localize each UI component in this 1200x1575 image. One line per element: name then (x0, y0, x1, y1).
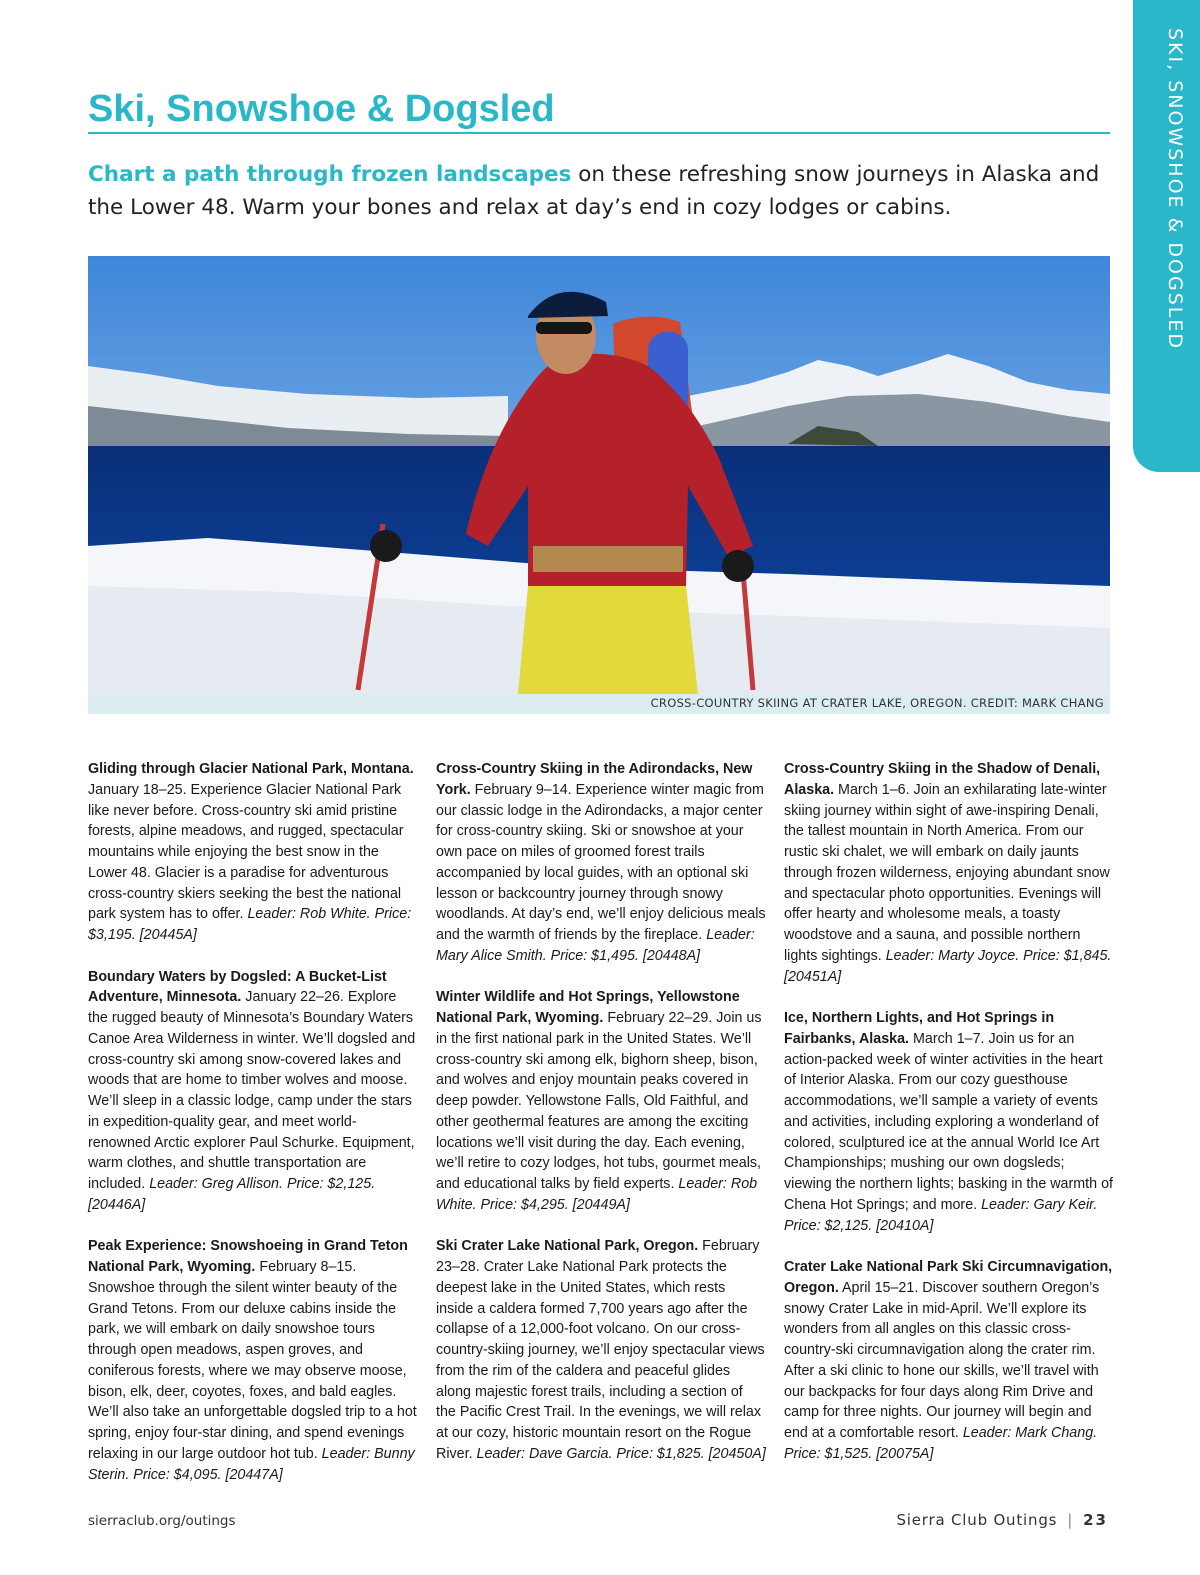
trip-description: April 15–21. Discover southern Oregon’s snowy Crater Lake in mid-April. We’ll explore its wonders from all angles on this classic cross-country-ski circumnavigation along the crater rim. After a ski clinic to hone our skills, we’ll travel with our backpacks for four days along Rim Drive and camp for three nights. Our journey will begin and end at a comfortable resort. (784, 1279, 1100, 1441)
photo-caption: CROSS-COUNTRY SKIING AT CRATER LAKE, OREGON. CREDIT: MARK CHANG (650, 696, 1104, 710)
crater-lake-skier-illustration (88, 256, 1110, 694)
trip-description: March 1–6. Join an exhilarating late-winter skiing journey within sight of awe-inspiring Denali, the tallest mountain in North America. From our rustic ski chalet, we will embark on daily jaunts through frozen wilderness, enjoying abundant snow and spectacular photo opportunities. Evenings will offer hearty and wholesome meals, a toasty woodstove and a sauna, and possible northern lights sightings. (784, 781, 1110, 964)
trip-leader-price: Leader: Mark Chang. Price: $1,525. [20075A] (784, 1425, 1098, 1462)
trip-description: February 22–29. Join us in the first national park in the United States. We’ll cross-country ski among elk, bighorn sheep, bison, and wolves and enjoy mountain peaks covered in deep powder. Yellowstone Falls, Old Faithful, and other geothermal features are among the exciting locations we’ll visit during the day. Each evening, we’ll retire to cozy lodges, hot tubs, gourmet meals, and educational talks by field experts. (436, 1010, 762, 1192)
column-1 (88, 759, 418, 1506)
trip-title: Cross-Country Skiing in the Adirondacks, New York. (436, 761, 753, 798)
trip-leader-price: Leader: Gary Keir. Price: $2,125. [20410A] (784, 1196, 1098, 1234)
trip-leader-price: Leader: Marty Joyce. Price: $1,845. [20451A] (784, 947, 1112, 985)
trip-leader-price: Leader: Greg Allison. Price: $2,125. [20446A] (88, 1176, 376, 1213)
trip-listing (88, 967, 418, 1216)
page-number: 23 (1083, 1511, 1108, 1529)
trip-title: Gliding through Glacier National Park, Montana. (88, 761, 414, 777)
trip-title: Ski Crater Lake National Park, Oregon. (436, 1238, 699, 1255)
trip-description: February 8–15. Snowshoe through the silent winter beauty of the Grand Tetons. From our deluxe cabins inside the park, we will embark on daily snowshoe tours through open meadows, aspen groves, and coniferous forests, where we may observe moose, bison, elk, deer, coyotes, foxes, and bald eagles. We’ll also take an unforgettable dogsled trip to a hot spring, enjoy four-star dining, and spend evenings relaxing in our large outdoor hot tub. (88, 1259, 417, 1462)
trip-listing (784, 759, 1114, 987)
glove-right (722, 550, 754, 582)
trip-description: February 9–14. Experience winter magic from our classic lodge in the Adirondacks, a major center for cross-country skiing. Ski or snowshoe at your own pace on miles of groomed forest trails accompanied by local guides, with an optional ski lesson or backcountry journey through snowy woodlands. At day’s end, we’ll enjoy delicious meals and the warmth of friends by the fireplace. (436, 781, 766, 943)
column-3 (784, 759, 1114, 1485)
trip-description: March 1–7. Join us for an action-packed week of winter activities in the heart of Interior Alaska. From our cozy guesthouse accommodations, we’ll sample a variety of events and activities, including exploring a wonderland of colored, sculptured ice at the annual World Ice Art Championships; mushing our own dogsleds; viewing the northern lights; basking in the warmth of Chena Hot Springs; and more. (784, 1030, 1114, 1213)
trip-leader-price: Leader: Rob White. Price: $3,195. [20445A] (88, 906, 412, 943)
footer-separator: | (1067, 1511, 1074, 1529)
trip-listing (88, 759, 418, 946)
trip-listing (784, 1008, 1114, 1236)
hero-photo (88, 256, 1110, 694)
trip-title: Peak Experience: Snowshoeing in Grand Teton National Park, Wyoming. (88, 1238, 408, 1275)
trip-leader-price: Leader: Dave Garcia. Price: $1,825. [20450A] (476, 1445, 766, 1462)
sunglasses (536, 322, 592, 334)
photo-caption-band (88, 694, 1110, 714)
pants (518, 586, 698, 694)
trip-listing (88, 1236, 418, 1485)
trip-description: January 22–26. Explore the rugged beauty of Minnesota’s Boundary Waters Canoe Area Wilderness in winter. We’ll dogsled and cross-country ski among snow-covered lakes and woods that are home to timber wolves and moose. We’ll sleep in a classic lodge, camp under the stars in expedition-quality gear, and meet world-renowned Arctic explorer Paul Schurke. Equipment, warm clothes, and shuttle transportation are included. (88, 989, 416, 1192)
trip-title: Crater Lake National Park Ski Circumnavigation, Oregon. (784, 1259, 1113, 1296)
intro-lead: Chart a path through frozen landscapes (88, 162, 572, 187)
column-2 (436, 759, 766, 1485)
harness-belt (533, 546, 683, 572)
publication-name: Sierra Club Outings (896, 1511, 1058, 1529)
page-title: Ski, Snowshoe & Dogsled (88, 88, 555, 130)
trip-leader-price: Leader: Bunny Sterin. Price: $4,095. [20447A] (88, 1445, 415, 1483)
footer-url: sierraclub.org/outings (88, 1513, 236, 1529)
trip-listing (436, 987, 766, 1215)
trip-leader-price: Leader: Mary Alice Smith. Price: $1,495. [20448A] (436, 927, 755, 964)
trip-title: Cross-Country Skiing in the Shadow of Denali, Alaska. (784, 761, 1101, 798)
trip-listing (436, 1236, 766, 1464)
trip-title: Boundary Waters by Dogsled: A Bucket-List Adventure, Minnesota. (88, 968, 387, 1006)
trip-leader-price: Leader: Rob White. Price: $4,295. [20449A] (436, 1176, 758, 1213)
trip-title: Winter Wildlife and Hot Springs, Yellowstone National Park, Wyoming. (436, 989, 740, 1026)
trip-title: Ice, Northern Lights, and Hot Springs in Fairbanks, Alaska. (784, 1010, 1055, 1047)
footer-publication (896, 1511, 1108, 1529)
trip-listing (436, 759, 766, 967)
intro-text: on these refreshing snow journeys in Alaska and the Lower 48. Warm your bones and relax at day’s end in cozy lodges or cabins. (88, 162, 1100, 220)
title-rule (88, 132, 1110, 134)
intro-paragraph (88, 158, 1118, 224)
glove-left (370, 530, 402, 562)
trip-listing (784, 1257, 1114, 1465)
section-tab-label: SKI, SNOWSHOE & DOGSLED (1164, 28, 1186, 351)
trip-description: February 23–28. Crater Lake National Park protects the deepest lake in the United States, which rests inside a caldera formed 7,700 years ago after the collapse of a 12,000-foot volcano. On our cross-country-skiing journey, we’ll enjoy spectacular views from the rim of the caldera and peaceful glides along majestic forest trails, including a section of the Pacific Crest Trail. In the evenings, we will relax at our cozy, historic mountain resort on the Rogue River. (436, 1238, 765, 1462)
trip-description: January 18–25. Experience Glacier National Park like never before. Cross-country ski amid pristine forests, alpine meadows, and rugged, spectacular mountains while enjoying the best snow in the Lower 48. Glacier is a paradise for adventurous cross-country skiers seeking the best the national park system has to offer. (88, 781, 404, 923)
